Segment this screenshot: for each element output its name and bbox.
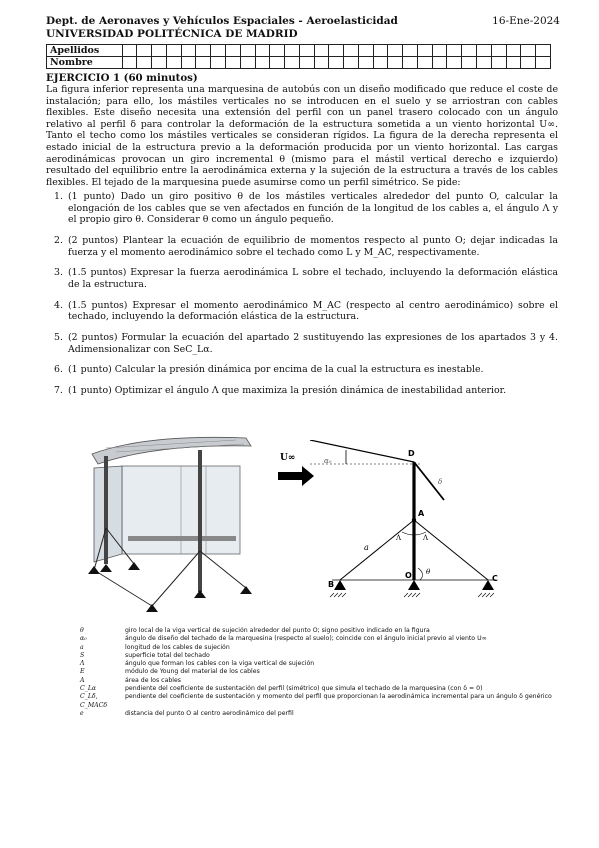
point-d-label: D — [408, 449, 415, 458]
exam-date: 16-Ene-2024 — [492, 15, 560, 27]
letter-box[interactable] — [462, 57, 477, 69]
letter-box[interactable] — [181, 57, 196, 69]
legend-symbol: S — [80, 651, 85, 659]
legend-symbol: α₀ — [80, 635, 87, 643]
legend-description: pendiente del coeficiente de sustentación y momento del perfil que proporcionan la aerodinámica incremental para un ángulo δ genérico — [125, 693, 552, 701]
letter-box[interactable] — [299, 57, 314, 69]
letter-box[interactable] — [270, 57, 285, 69]
question-list — [46, 191, 558, 406]
question-item — [46, 267, 558, 290]
ground-cable — [94, 570, 152, 606]
letter-box[interactable] — [329, 57, 344, 69]
letter-box[interactable] — [211, 57, 226, 69]
letter-box[interactable] — [240, 45, 255, 57]
page-header — [46, 15, 560, 41]
letter-box[interactable] — [152, 57, 167, 69]
letter-box[interactable] — [329, 45, 344, 57]
question-item — [46, 332, 558, 355]
question-number: 4. — [54, 299, 63, 311]
letter-box[interactable] — [314, 57, 329, 69]
structure-schematic — [272, 440, 522, 600]
bus-shelter-illustration — [86, 436, 256, 618]
letter-box[interactable] — [196, 45, 211, 57]
legend-row — [80, 677, 560, 685]
letter-box[interactable] — [417, 57, 432, 69]
surname-row — [47, 45, 551, 57]
question-number: 3. — [54, 267, 63, 279]
theta-label: θ — [426, 568, 431, 576]
name-label: Nombre — [47, 57, 123, 69]
letter-box[interactable] — [285, 45, 300, 57]
letter-box[interactable] — [432, 45, 447, 57]
exercise-intro: La figura inferior representa una marquesina de autobús con un diseño modificado que reduce el coste de instalación; para ello, los mástiles verticales no se introducen en el suelo y se arriostran con cables flexibles. Este diseño necesita una extensión del perfil con un panel trasero colocado con un ángulo relativo al perfil δ para controlar la deformación de la estructura sometida a un viento horizontal U∞. Tanto el techo como los mástiles verticales se consideran rígidos. La figura de la derecha representa el estado inicial de la estructura previo a la deformación producida por un viento horizontal. Las cargas aerodinámicas provocan un giro incremental θ (mismo para el mástil vertical derecho e izquierdo) resultado del equilibrio entre la aerodinámica externa y la sujeción de la estructura a través de los cables flexibles. El tejado de la marquesina puede asumirse como un perfil simétrico. Se pide: — [46, 84, 558, 188]
letter-box[interactable] — [137, 57, 152, 69]
legend-row — [80, 693, 560, 710]
support-cable — [152, 551, 200, 606]
lambda-label-left: Λ — [396, 534, 402, 542]
wind-arrow — [278, 466, 314, 486]
letter-box[interactable] — [255, 57, 270, 69]
theta-arc — [418, 568, 423, 580]
letter-box[interactable] — [417, 45, 432, 57]
support-cable — [200, 551, 246, 588]
legend-row — [80, 644, 560, 652]
legend-symbol: C_Lδ, C_MACδ — [80, 693, 108, 709]
letter-box[interactable] — [285, 57, 300, 69]
surname-label: Apellidos — [47, 45, 123, 57]
letter-box[interactable] — [196, 57, 211, 69]
student-name-grid — [46, 44, 551, 69]
pin-supports — [334, 580, 494, 590]
letter-box[interactable] — [270, 45, 285, 57]
legend-description: giro local de la viga vertical de sujeción alrededor del punto O; signo positivo indicado en la figura — [125, 627, 430, 634]
legend-row — [80, 652, 560, 660]
delta-label: δ — [438, 478, 443, 486]
question-number: 2. — [54, 234, 63, 246]
question-number: 5. — [54, 332, 63, 344]
question-text: (1.5 puntos) Expresar el momento aerodinámico M_AC (respecto al centro aerodinámico) sobre el techado, incluyendo la deformación elástica de la estructura. — [68, 299, 558, 323]
letter-box[interactable] — [240, 57, 255, 69]
question-text: (1 punto) Dado un giro positivo θ de los mástiles verticales alrededor del punto O, calcular la elongación de los cables que se ven afectados en función de la longitud de los cables a, el ángulo Λ y el propio giro θ. Considerar θ como un ángulo pequeño. — [68, 191, 558, 226]
question-item — [46, 385, 558, 397]
legend-description: ángulo de diseño del techado de la marquesina (respecto al suelo); coincide con el ángulo inicial previo al viento U∞ — [125, 635, 487, 643]
letter-box[interactable] — [506, 57, 521, 69]
alpha-label: α₀ — [324, 457, 332, 465]
letter-box[interactable] — [491, 45, 506, 57]
question-text: (2 puntos) Plantear la ecuación de equilibrio de momentos respecto al punto O; dejar indicadas la fuerza y el momento aerodinámico sobre el techado como L y M_AC, respectivamente. — [68, 234, 558, 258]
letter-box[interactable] — [122, 57, 137, 69]
legend-description: ángulo que forman los cables con la viga vertical de sujeción — [125, 660, 315, 668]
letter-box[interactable] — [477, 45, 492, 57]
letter-box[interactable] — [314, 45, 329, 57]
letter-box[interactable] — [225, 57, 240, 69]
legend-description: longitud de los cables de sujeción — [125, 643, 230, 651]
letter-box[interactable] — [521, 57, 536, 69]
legend-description: pendiente del coeficiente de sustentación del perfil (simétrico) que simula el techado de la marquesina (con δ = 0) — [125, 685, 483, 693]
legend-symbol: a — [80, 643, 84, 651]
university-title: UNIVERSIDAD POLITÉCNICA DE MADRID — [46, 28, 298, 40]
bench — [128, 536, 236, 541]
letter-box[interactable] — [225, 45, 240, 57]
legend-description: distancia del punto O al centro aerodinámico del perfil — [125, 709, 294, 717]
legend-row — [80, 668, 560, 676]
legend-symbol: A — [80, 676, 85, 684]
left-post — [104, 456, 108, 564]
question-text: (2 puntos) Formular la ecuación del apartado 2 sustituyendo las expresiones de los apartados 3 y 4. Adimensionalizar con SeC_Lα. — [68, 332, 558, 355]
letter-box[interactable] — [491, 57, 506, 69]
legend-symbol: Λ — [80, 660, 85, 668]
letter-box[interactable] — [373, 57, 388, 69]
question-text: (1 punto) Optimizar el ángulo Λ que maximiza la presión dinámica de inestabilidad anterior. — [68, 385, 507, 397]
letter-box[interactable] — [122, 45, 137, 57]
legend-description: área de los cables — [125, 676, 182, 684]
letter-box[interactable] — [506, 45, 521, 57]
exercise-title: EJERCICIO 1 (60 minutos) — [46, 72, 198, 84]
letter-box[interactable] — [403, 57, 418, 69]
question-number: 6. — [54, 364, 63, 376]
legend-description: módulo de Young del material de los cables — [125, 668, 260, 676]
letter-box[interactable] — [536, 57, 551, 69]
letter-box[interactable] — [536, 45, 551, 57]
question-number: 7. — [54, 385, 63, 397]
point-o-label: O — [405, 571, 412, 580]
legend-symbol: e — [80, 709, 84, 717]
question-item — [46, 191, 558, 226]
cable-length-label: a — [364, 543, 369, 552]
letter-box[interactable] — [373, 45, 388, 57]
letter-box[interactable] — [344, 57, 359, 69]
right-post — [198, 450, 202, 592]
letter-box[interactable] — [447, 57, 462, 69]
wind-label: U∞ — [280, 453, 296, 463]
point-b-label: B — [328, 580, 335, 589]
legend-row — [80, 635, 560, 643]
letter-box[interactable] — [447, 45, 462, 57]
letter-box[interactable] — [477, 57, 492, 69]
legend-symbol: C_Lα — [80, 685, 97, 693]
letter-box[interactable] — [137, 45, 152, 57]
question-item — [46, 300, 558, 323]
name-row — [47, 57, 551, 69]
shelter-roof — [92, 437, 251, 464]
cable-left — [340, 520, 414, 580]
legend-description: superficie total del techado — [125, 651, 210, 659]
letter-box[interactable] — [358, 45, 373, 57]
symbol-legend — [80, 627, 560, 718]
letter-box[interactable] — [299, 45, 314, 57]
question-number: 1. — [54, 191, 63, 202]
letter-box[interactable] — [152, 45, 167, 57]
letter-box[interactable] — [181, 45, 196, 57]
letter-box[interactable] — [462, 45, 477, 57]
legend-symbol: θ — [80, 627, 84, 634]
letter-box[interactable] — [358, 57, 373, 69]
department-title: Dept. de Aeronaves y Vehículos Espaciales - Aeroelasticidad — [46, 15, 398, 27]
letter-box[interactable] — [344, 45, 359, 57]
letter-box[interactable] — [166, 45, 181, 57]
letter-box[interactable] — [255, 45, 270, 57]
letter-box[interactable] — [521, 45, 536, 57]
letter-box[interactable] — [211, 45, 226, 57]
ground-hatching — [330, 593, 494, 597]
ground-supports — [88, 562, 252, 612]
letter-box[interactable] — [166, 57, 181, 69]
lambda-label-right: Λ — [423, 534, 429, 542]
question-text: (1.5 puntos) Expresar la fuerza aerodinámica L sobre el techado, incluyendo la deformación elástica de la estructura. — [68, 267, 558, 290]
point-a-label: A — [418, 509, 425, 518]
letter-box[interactable] — [388, 45, 403, 57]
question-text: (1 punto) Calcular la presión dinámica por encima de la cual la estructura es inestable. — [68, 364, 484, 376]
letter-box[interactable] — [403, 45, 418, 57]
letter-box[interactable] — [388, 57, 403, 69]
legend-symbol: E — [80, 668, 85, 676]
point-c-label: C — [492, 574, 498, 583]
question-item — [46, 235, 558, 258]
question-item — [46, 364, 558, 376]
letter-box[interactable] — [432, 57, 447, 69]
legend-row — [80, 710, 560, 718]
